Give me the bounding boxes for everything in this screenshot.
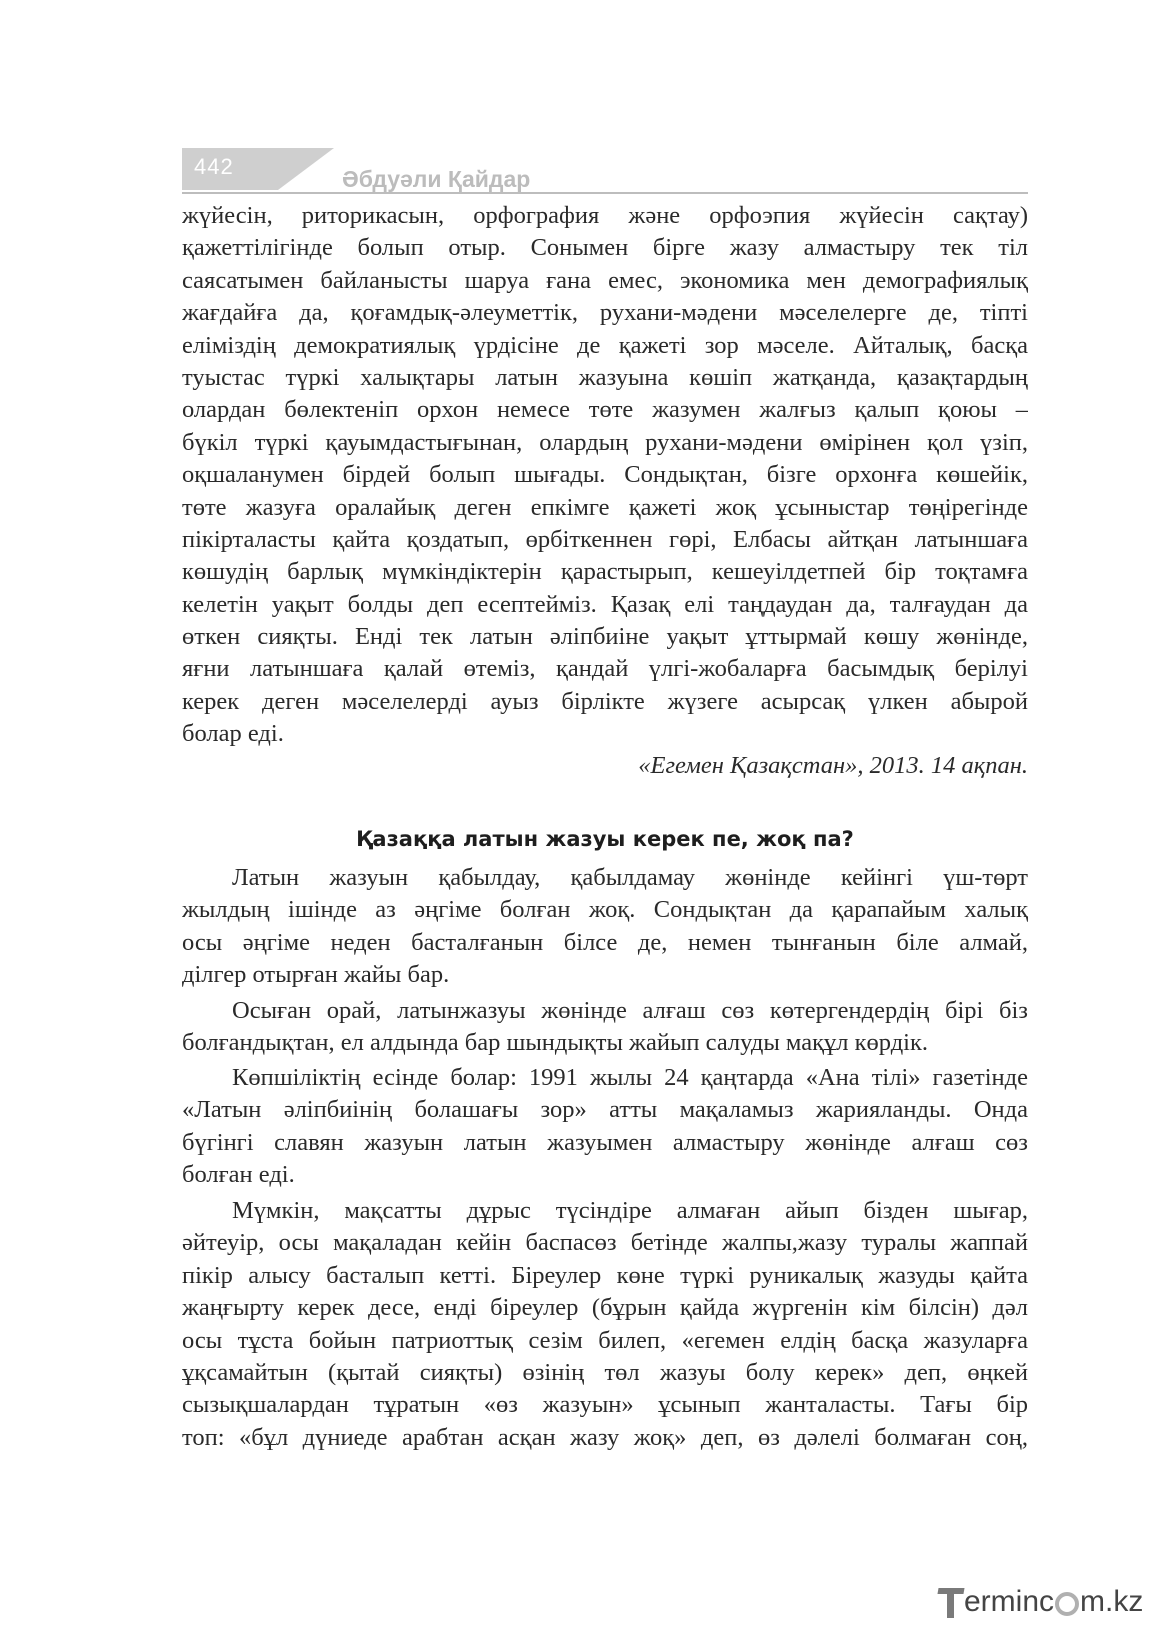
text-line: керек деген мәселелерді ауыз бірлікте жүзеге асырсақ үлкен абырой xyxy=(182,687,1028,715)
paragraph-1 xyxy=(182,200,1028,751)
text-line: көшудің барлық мүмкіндіктерін қарастырып, кешеуілдетпей бір тоқтамға xyxy=(182,558,1028,586)
text-line: осы әңгіме неден басталғанын білсе де, немен тынғанын біле алмай, xyxy=(182,928,1028,956)
text-line: туыстас түркі халықтары латын жазуына көшіп жатқанда, қазақтардың xyxy=(182,363,1028,391)
text-line: болар еді. xyxy=(182,720,284,748)
text-line: пікірталасты қайта қоздатып, өрбіткеннен гөрі, Елбасы айтқан латыншаға xyxy=(182,525,1028,553)
text-line: осы тұста бойын патриоттық сезім билеп, «егемен елдің басқа жазуларға xyxy=(182,1326,1028,1354)
watermark-text-3: m.kz xyxy=(1080,1585,1144,1618)
text-line: жаңғырту керек десе, енді біреулер (бұрын қайда жүргенін кім білсін) дәл xyxy=(182,1294,1028,1322)
text-line: Латын жазуын қабылдау, қабылдамау жөнінде кейінгі үш-төрт xyxy=(232,864,1028,891)
paragraph-4 xyxy=(182,1062,1028,1192)
text-line: олардан бөлектеніп орхон немесе төте жазумен жалғыз қалып қоюы – xyxy=(182,396,1028,424)
paragraph-3 xyxy=(182,995,1028,1060)
watermark-text-1: ermin xyxy=(964,1585,1040,1618)
watermark-logo xyxy=(938,1582,1143,1622)
watermark-text-2: c xyxy=(1039,1585,1055,1618)
text-line: жағдайға да, қоғамдық-әлеуметтік, рухани-мәдени мәселелерге де, тіпті xyxy=(182,299,1028,327)
text-line: Осыған орай, латынжазуы жөнінде алғаш сөз көтергендердің бірі біз xyxy=(232,997,1028,1024)
section-heading: Қазаққа латын жазуы керек пе, жоқ па? xyxy=(356,827,854,851)
text-line: төте жазуға оралайық деген епкімге қажеті жоқ ұсыныстар төңірегінде xyxy=(182,493,1028,521)
text-line: жүйесін, риторикасын, орфография және орфоэпия жүйесін сақтау) xyxy=(182,202,1028,229)
running-header-author: Әбдуәли Қайдар xyxy=(342,166,531,192)
text-line: Мүмкін, мақсатты дұрыс түсіндіре алмаған айып бізден шығар, xyxy=(232,1197,1028,1224)
watermark-o-icon xyxy=(1055,1592,1079,1616)
text-line: ділгер отырған жайы бар. xyxy=(182,961,450,989)
text-line: бүкіл түркі қауымдастығынан, олардың рухани-мәдени өмірінен қол үзіп, xyxy=(182,428,1028,456)
text-line: ұқсамайтын (қытай сияқты) өзінің төл жазуы болу керек» деп, өңкей xyxy=(182,1358,1028,1386)
text-line: сызықшалардан тұратын «өз жазуын» ұсынып жанталасты. Тағы бір xyxy=(182,1391,1028,1419)
source-citation: «Егемен Қазақстан», 2013. 14 ақпан. xyxy=(638,752,1028,779)
paragraph-5 xyxy=(182,1195,1028,1454)
text-line: өткен сияқты. Енді тек латын әліпбиіне уақыт ұттырмай көшу жөнінде, xyxy=(182,623,1028,651)
text-line: қажеттілігінде болып отыр. Сонымен бірге жазу алмастыру тек тіл xyxy=(182,234,1028,262)
header-rule xyxy=(182,192,1028,194)
text-line: пікір алысу басталып кетті. Біреулер көне түркі руникалық жазуды қайта xyxy=(182,1261,1028,1289)
text-line: жылдың ішінде аз әңгіме болған жоқ. Сондықтан да қарапайым халық xyxy=(182,896,1028,924)
watermark-t-icon xyxy=(938,1586,964,1618)
text-line: оқшаланумен бірдей болып шығады. Сондықтан, бізге орхонға көшейік, xyxy=(182,461,1028,489)
text-line: бүгінгі славян жазуын латын жазуымен алмастыру жөнінде алғаш сөз xyxy=(182,1128,1028,1156)
page-tab-slope xyxy=(278,148,334,190)
running-header xyxy=(182,148,1028,196)
text-line: яғни латыншаға қалай өтеміз, қандай үлгі-жобаларға басымдық берілуі xyxy=(182,655,1028,683)
text-line: келетін уақыт болды деп есептейміз. Қазақ елі таңдаудан да, талғаудан да xyxy=(182,590,1028,618)
text-line: әйтеуір, осы мақаладан кейін баспасөз бетінде жалпы,жазу туралы жаппай xyxy=(182,1229,1028,1257)
paragraph-2 xyxy=(182,862,1028,992)
text-line: «Латын әліпбиінің болашағы зор» атты мақаламыз жарияланды. Онда xyxy=(182,1096,1028,1124)
text-line: топ: «бұл дүниеде арабтан асқан жазу жоқ» деп, өз дәлелі болмаған соң, xyxy=(182,1423,1028,1451)
text-line: еліміздің демократиялық үрдісіне де қажеті зор мәселе. Айталық, басқа xyxy=(182,331,1028,359)
text-line: Көпшіліктің есінде болар: 1991 жылы 24 қаңтарда «Ана тілі» газетінде xyxy=(232,1064,1028,1091)
text-line: болғандықтан, ел алдында бар шындықты жайып салуды мақұл көрдік. xyxy=(182,1029,928,1057)
text-line: болған еді. xyxy=(182,1161,295,1189)
text-line: саясатымен байланысты шаруа ғана емес, экономика мен демографиялық xyxy=(182,266,1028,294)
page-number: 442 xyxy=(194,154,234,179)
